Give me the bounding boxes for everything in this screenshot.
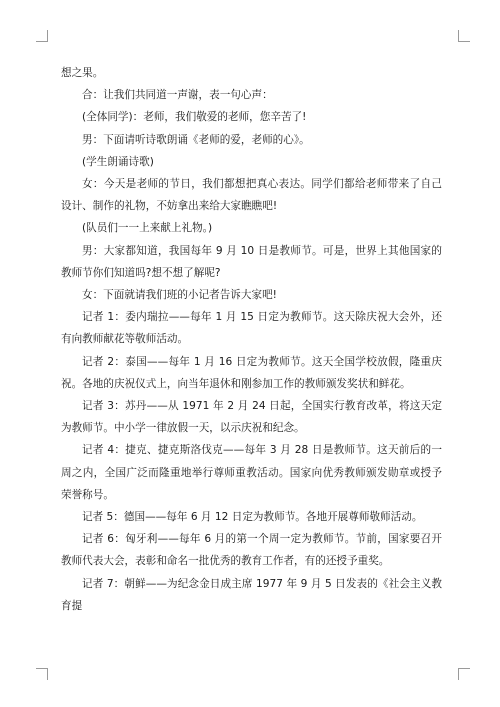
paragraph: 记者 5：德国——每年 6 月 12 日定为教师节。各地开展尊师敬师活动。 xyxy=(82,511,423,524)
paragraph: 女：今天是老师的节日，我们都想把真心表达。同学们都给老师带来了自己设计、制作的礼物，不妨拿出来给大家瞧瞧吧! xyxy=(61,178,442,213)
paragraph: 想之果。 xyxy=(61,67,104,79)
paragraph: 记者 1：委内瑞拉——每年 1 月 15 日定为教师节。这天除庆祝大会外，还有向教师献花等敬师活动。 xyxy=(61,311,442,346)
crop-mark-bottom-left xyxy=(36,668,48,680)
paragraph: (学生朗诵诗歌) xyxy=(82,155,154,168)
paragraph: 男：大家都知道，我国每年 9 月 10 日是教师节。可是，世界上其他国家的教师节你们知道吗?想不想了解呢? xyxy=(61,244,442,279)
paragraph: (全体同学)：老师，我们敬爱的老师，您辛苦了! xyxy=(82,111,307,124)
crop-mark-top-right xyxy=(458,30,470,42)
paragraph: (队员们一一上来献上礼物。) xyxy=(82,222,213,235)
paragraph: 合：让我们共同道一声谢，表一句心声： xyxy=(82,89,273,102)
crop-mark-bottom-right xyxy=(458,668,470,680)
paragraph: 记者 3：苏丹——从 1971 年 2 月 24 日起，全国实行教育改革，将这天定为教师节。中小学一律放假一天，以示庆祝和纪念。 xyxy=(61,400,442,435)
document-body xyxy=(61,62,442,617)
paragraph: 记者 4：捷克、捷克斯洛伐克——每年 3 月 28 日是教师节。这天前后的一周之内，全国广泛而隆重地举行尊师重教活动。国家向优秀教师颁发勋章或授予荣誉称号。 xyxy=(61,444,442,501)
paragraph: 女：下面就请我们班的小记者告诉大家吧! xyxy=(82,289,277,302)
paragraph: 记者 7：朝鲜——为纪念金日成主席 1977 年 9 月 5 日发表的《社会主义教育提 xyxy=(61,577,442,612)
paragraph: 记者 6：匈牙利——每年 6 月的第一个周一定为教师节。节前，国家要召开教师代表大会，表彰和命名一批优秀的教育工作者，有的还授予重奖。 xyxy=(61,533,442,568)
crop-mark-top-left xyxy=(36,30,48,42)
paragraph: 记者 2：泰国——每年 1 月 16 日定为教师节。这天全国学校放假，隆重庆祝。各地的庆祝仪式上，向当年退休和刚参加工作的教师颁发奖状和鲜花。 xyxy=(61,355,442,390)
paragraph: 男：下面请听诗歌朗诵《老师的爱，老师的心》。 xyxy=(82,133,310,146)
